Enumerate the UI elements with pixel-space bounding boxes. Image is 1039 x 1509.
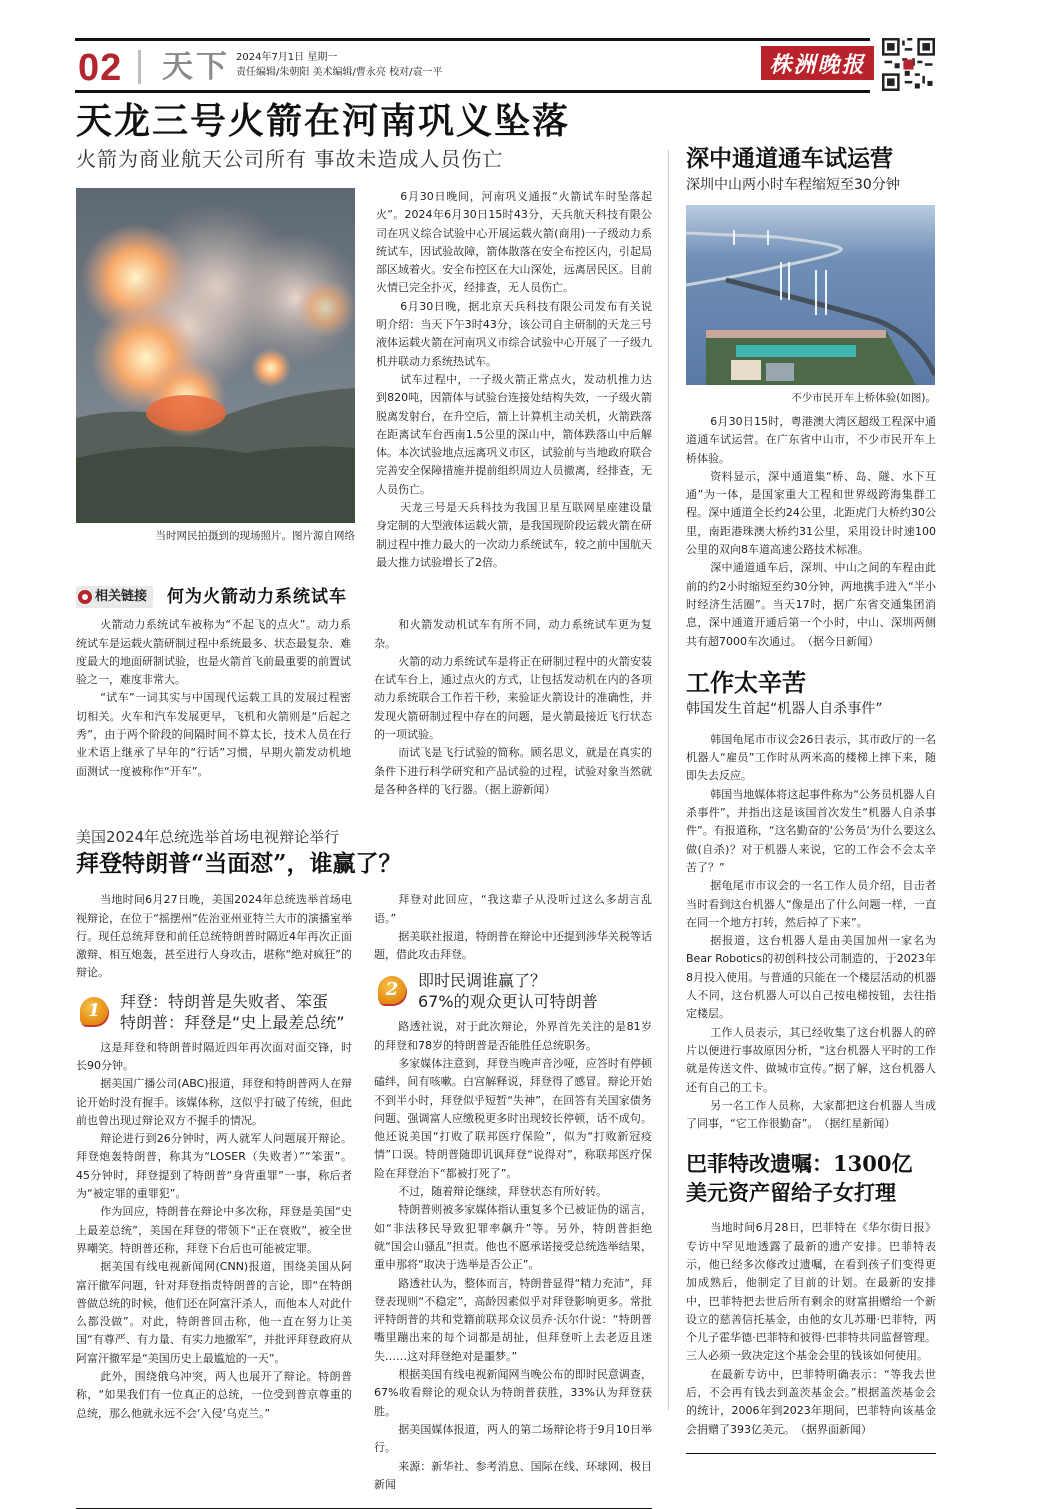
debate-paragraph: 拜登对此回应，“我这辈子从没听过这么多胡言乱语。” [374, 893, 652, 925]
related-row [76, 616, 652, 799]
debate-paragraph: 辩论进行到26分钟时，两人就军人问题展开辩论。拜登炮轰特朗普，称其为“LOSER（失败者）”“笨蛋”。45分钟时，拜登提到了特朗普“身背重罪”一事，称后者为“被定罪的重罪犯”。 [76, 1132, 352, 1201]
section-title: 天下 [162, 49, 230, 85]
related-col-2 [374, 616, 652, 799]
debate-row [76, 891, 652, 1494]
buffett-body [686, 1219, 936, 1439]
bridge-photo-caption: 不少市民开车上桥体验(如图)。 [791, 392, 936, 404]
robot-paragraph: 韩国当地媒体将这起事件称为“公务员机器人自杀事件”，并指出这是该国首次发生“机器人自杀事件”。有报道称，“这名勤奋的‘公务员’为什么要这么做(自杀)？对于机器人来说，它的工作会不会太辛苦了？” [686, 787, 936, 874]
debate-paragraph: 特朗普则被多家媒体指认重复多个已被证伪的谣言，如“非法移民导致犯罪率飙升”等。另外，特朗普拒绝就“国会山骚乱”担责。他也不愿承诺接受总统选举结果，重申那将“取决于选举是否公正”。 [374, 1203, 652, 1272]
debate-intro: 当地时间6月27日晚，美国2024年总统选举首场电视辩论，在位于“摇摆州”佐治亚州亚特兰大市的演播室举行。现任总统拜登和前任总统特朗普时隔近4年再次正面激辩、相互炮轰，甚至进行人身攻击，堪称“绝对疯狂”的辩论。 [76, 893, 352, 980]
debate-paragraph: 作为回应，特朗普在辩论中多次称，拜登是美国“史上最差总统”，美国在拜登的带领下“正在衰败”，被全世界嘲笑。特朗普还称，拜登下台后也可能被定罪。 [76, 1205, 352, 1255]
debate-paragraph: 此外，围绕俄乌冲突，两人也展开了辩论。特朗普称，“如果我们有一位真正的总统，一位受到普京尊重的总统，那么他就永远不会‘入侵’乌克兰。” [76, 1370, 352, 1420]
debate-kicker: 美国2024年总统选举首场电视辩论举行 [76, 828, 340, 847]
header-bottom-rule [75, 90, 870, 93]
editors-line: 责任编辑/朱朝阳 美术编辑/曹永亮 校对/袁一平 [236, 67, 443, 78]
robot-subheadline: 韩国发生首起“机器人自杀事件” [686, 700, 883, 717]
debate-section-1-header [76, 991, 352, 1033]
ring-icon [78, 590, 92, 604]
rocket-paragraph: 6月30日晚，据北京天兵科技有限公司发布有关说明介绍：当天下午3时43分，该公司自主研制的天龙三号液体运载火箭在河南巩义市综合试验中心开展了一子级九机并联动力系统热试车。 [376, 299, 652, 368]
related-link-badge [76, 586, 153, 608]
rocket-photo-caption: 当时网民拍摄到的现场照片。图片源自网络 [155, 530, 355, 542]
page-number: 02 [78, 47, 123, 89]
rocket-explosion-photo [76, 188, 355, 523]
bridge-headline: 深中通道通车试运营 [686, 145, 893, 172]
right-column-divider [668, 150, 669, 1410]
related-link-title: 何为火箭动力系统试车 [167, 587, 348, 608]
qr-code-icon [882, 38, 935, 91]
debate-paragraph: 据美国媒体报道，两人的第二场辩论将于9月10日举行。 [374, 1422, 652, 1455]
section-2-line-1: 即时民调谁赢了？ [418, 971, 547, 991]
rocket-body [376, 188, 652, 572]
related-link-label: 相关链接 [95, 589, 148, 605]
rocket-paragraph: 试车过程中，一子级火箭正常点火，发动机推力达到820吨，因箭体与试验台连接处结构失效，一子级火箭脱离发射台，在升空后，箭上计算机主动关机，火箭跌落在距离试车台西南1.5公里的深山中，箭体跌落山中后解体。本次试验地点远离巩义市区，试验前与当地政府联合完善安全保障措施并提前组织周边人员撤离，经排查，无人员伤亡。 [376, 372, 652, 496]
robot-body [686, 731, 936, 1134]
main-column [76, 100, 652, 1509]
debate-col-1 [76, 891, 352, 1423]
bridge-paragraph: 6月30日15时，粤港澳大湾区超级工程深中通道通车试运营。在广东省中山市，不少市民开车上桥体验。 [686, 415, 936, 465]
header-divider [138, 50, 141, 84]
debate-paragraph: 不过，随着辩论继续，拜登状态有所好转。 [398, 1185, 608, 1199]
header-meta [236, 50, 442, 80]
section-1-line-1: 拜登：特朗普是失败者、笨蛋 [120, 991, 329, 1011]
related-paragraph: 和火箭发动机试车有所不同，动力系统试车更为复杂。 [374, 618, 652, 650]
rocket-photo-block [76, 188, 355, 543]
bridge-paragraph: 深中通道通车后，深圳、中山之间的车程由此前的约2小时缩短至约30分钟，两地携手进入“半小时经济生活圈”。当天17时，据广东省交通集团消息，深中通道开通后第一个小时，中山、深圳两侧共有超7000车次通过。 （据今日新闻） [686, 561, 936, 648]
bridge-body [686, 413, 936, 651]
debate-paragraph: 据美国广播公司(ABC)报道，拜登和特朗普两人在辩论开始时没有握手。该媒体称，这似乎打破了传统，但此前也曾出现过辩论双方不握手的情况。 [76, 1077, 352, 1127]
related-link-header [76, 586, 652, 608]
related-col-1 [76, 616, 351, 781]
bridge-image [686, 205, 935, 385]
debate-paragraph: 路透社认为，整体而言，特朗普显得“精力充沛”，拜登表现则“不稳定”，高龄因素似乎对拜登影响更多。常批评特朗普的共和党籍前联邦众议员乔·沃尔什说：“特朗普嘴里蹦出来的每个词都是胡扯，但拜登听上去老迈且迷失……这对拜登绝对是噩梦。” [374, 1276, 652, 1363]
number-two-badge-icon: 2 [378, 976, 406, 1004]
debate-section-2-header [374, 970, 652, 1012]
rocket-row [76, 188, 652, 572]
bridge-paragraph: 资料显示，深中通道集“桥、岛、隧、水下互通”为一体，是国家重大工程和世界级跨海集群工程。深中通道全长约24公里，北距虎门大桥约30公里，南距港珠澳大桥约31公里，采用设计时速100公里的双向8车道高速公路技术标准。 [686, 469, 936, 557]
date-line: 2024年7月1日 星期一 [236, 52, 338, 63]
related-paragraph: “试车”一词其实与中国现代运载工具的发展过程密切相关。火车和汽车发展更早，飞机和火箭则是“后起之秀”，由于两个阶段的间隔时间不算太长，技术人员在行业术语上继承了早年的“行话”习惯，早期火箭发动机地面测试一度被称作“开车”。 [76, 691, 351, 778]
header-top-rule [75, 38, 870, 41]
rocket-subheadline: 火箭为商业航天公司所有 事故未造成人员伤亡 [76, 147, 504, 171]
debate-paragraph: 路透社说，对于此次辩论，外界首先关注的是81岁的拜登和78岁的特朗普是否能胜任总统职务。 [374, 1020, 652, 1052]
section-2-line-2: 67%的观众更认可特朗普 [418, 992, 598, 1012]
debate-headline: 拜登特朗普“当面怼”，谁赢了？ [76, 850, 402, 878]
bridge-photo [686, 205, 935, 385]
debate-paragraph: 根据美国有线电视新闻网当晚公布的即时民意调查，67%收看辩论的观众认为特朗普获胜，33%认为拜登获胜。 [374, 1368, 652, 1418]
robot-headline: 工作太辛苦 [686, 667, 806, 697]
debate-source: 来源：新华社、参考消息、国际在线、环球网、极目新闻 [374, 1459, 652, 1491]
rocket-paragraph: 天龙三号是天兵科技为我国卫星互联网星座建设量身定制的大型液体运载火箭，是我国现阶段运载火箭在研制过程中推力最大的一次动力系统试车，较之前中国航天最大推力试验增长了2倍。 [376, 501, 652, 569]
rocket-paragraph: 6月30日晚间，河南巩义通报“火箭试车时坠落起火”。2024年6月30日15时43分，天兵航天科技有限公司在巩义综合试验中心开展运载火箭(商用)一子级动力系统试车，因试验故障，箭体散落在安全布控区内，引起局部区域着火。安全布控区在大山深处，远离居民区。目前火情已完全扑灭，经排查，无人员伤亡。 [376, 190, 652, 295]
related-paragraph: 而试飞是飞行试验的简称。顾名思义，就是在真实的条件下进行科学研究和产品试验的过程，试验对象当然就是各种各样的飞行器。（据上游新闻） [374, 746, 652, 796]
buffett-paragraph: 在最新专访中，巴菲特明确表示：“等我去世后，不会再有钱去到盖茨基金会。”根据盖茨基金会的统计，2006年到2023年期间，巴菲特向该基金会捐赠了393亿美元。 （据界面新闻） [686, 1367, 936, 1436]
debate-paragraph: 据美联社报道，特朗普在辩论中还提到涉华关税等话题，借此攻击拜登。 [374, 929, 652, 962]
buffett-headline-line-1: 巴菲特改遗嘱：1300亿 [686, 1151, 913, 1177]
section-1-line-2: 特朗普：拜登是“史上最差总统” [120, 1012, 345, 1032]
rocket-headline: 天龙三号火箭在河南巩义坠落 [76, 101, 571, 142]
robot-paragraph: 据龟尾市市议会的一名工作人员介绍，目击者当时看到这台机器人“像是出了什么问题一样，一直在同一个地方打转，然后掉了下来”。 [686, 879, 936, 929]
number-one-badge-icon: 1 [80, 997, 108, 1025]
debate-col-2 [374, 891, 652, 1494]
buffett-paragraph: 当地时间6月28日，巴菲特在《华尔街日报》专访中罕见地透露了最新的遗产安排。巴菲特表示，他已经多次修改过遗嘱，在看到孩子们变得更加成熟后，他制定了目前的计划。在最新的安排中，巴菲特把去世后所有剩余的财富捐赠给一个新设立的慈善信托基金，由他的女儿苏珊·巴菲特，两个儿子霍华德·巴菲特和彼得·巴菲特共同监督管理。三人必须一致决定这个基金会里的钱该如何使用。 [686, 1221, 936, 1363]
masthead-logo: 株洲晚报 [761, 46, 874, 80]
related-paragraph: 火箭的动力系统试车是将正在研制过程中的火箭安装在试车台上，通过点火的方式，让包括发动机在内的各项动力系统联合工作若干秒，来验证火箭设计的准确性，并发现火箭研制过程中存在的问题，是火箭最接近飞行状态的一项试验。 [374, 654, 652, 742]
robot-paragraph: 另一名工作人员称，大家都把这台机器人当成了同事，“它工作很勤奋”。 （据红星新闻） [686, 1098, 936, 1131]
related-paragraph: 火箭动力系统试车被称为“不起飞的点火”。动力系统试车是运载火箭研制过程中系统最多、状态最复杂、难度最大的地面研制试验，也是火箭首飞前最重要的前置试验之一，难度非常大。 [76, 618, 351, 687]
robot-paragraph: 韩国龟尾市市议会26日表示，其市政厅的一名机器人“雇员”工作时从两米高的楼梯上摔下来，随即失去反应。 [686, 732, 936, 783]
bottom-rule-right [686, 1453, 936, 1454]
debate-paragraph: 据美国有线电视新闻网(CNN)报道，围绕美国从阿富汗撤军问题，针对拜登指责特朗普的言论，即“在特朗普做总统的时候，他们还在阿富汗杀人，而他本人对此什么都没做”。对此，特朗普回击称，他一直在努力让美国“有尊严、有力量、有实力地撤军”，并批评拜登政府从阿富汗撤军是“美国历史上最尴尬的一天”。 [76, 1260, 352, 1365]
debate-paragraph: 这是拜登和特朗普时隔近四年再次面对面交锋，时长90分钟。 [76, 1040, 352, 1072]
robot-paragraph: 据报道，这台机器人是由美国加州一家名为Bear Robotics的初创科技公司制造的，于2023年8月投入使用。与普通的只能在一个楼层活动的机器人不同，这台机器人可以自己按电梯按钮，去往指定楼层。 [686, 934, 936, 1021]
robot-paragraph: 工作人员表示，其已经收集了这台机器人的碎片以便进行事故原因分析，“这台机器人平时的工作就是传送文件、做城市宣传。”据了解，这台机器人还有自己的工卡。 [686, 1025, 936, 1094]
bridge-subheadline: 深圳中山两小时车程缩短至30分钟 [686, 177, 900, 193]
buffett-headline [686, 1149, 936, 1207]
buffett-headline-line-2: 美元资产留给子女打理 [686, 1180, 896, 1206]
explosion-image [76, 188, 355, 523]
debate-paragraph: 多家媒体注意到，拜登当晚声音沙哑，应答时有停顿磕绊，间有咳嗽。白宫解释说，拜登得了感冒。辩论开始不到半小时，拜登似乎短暂“失神”，在回答有关国家债务问题、强调富人应缴税更多时出现较长停顿，话不成句。他还说美国“打败了联邦医疗保险”，似为“打败新冠疫情”口误。特朗普随即讥讽拜登“说得对”，称联邦医疗保险在拜登治下“都被打死了”。 [374, 1056, 652, 1180]
right-column [686, 144, 936, 1454]
